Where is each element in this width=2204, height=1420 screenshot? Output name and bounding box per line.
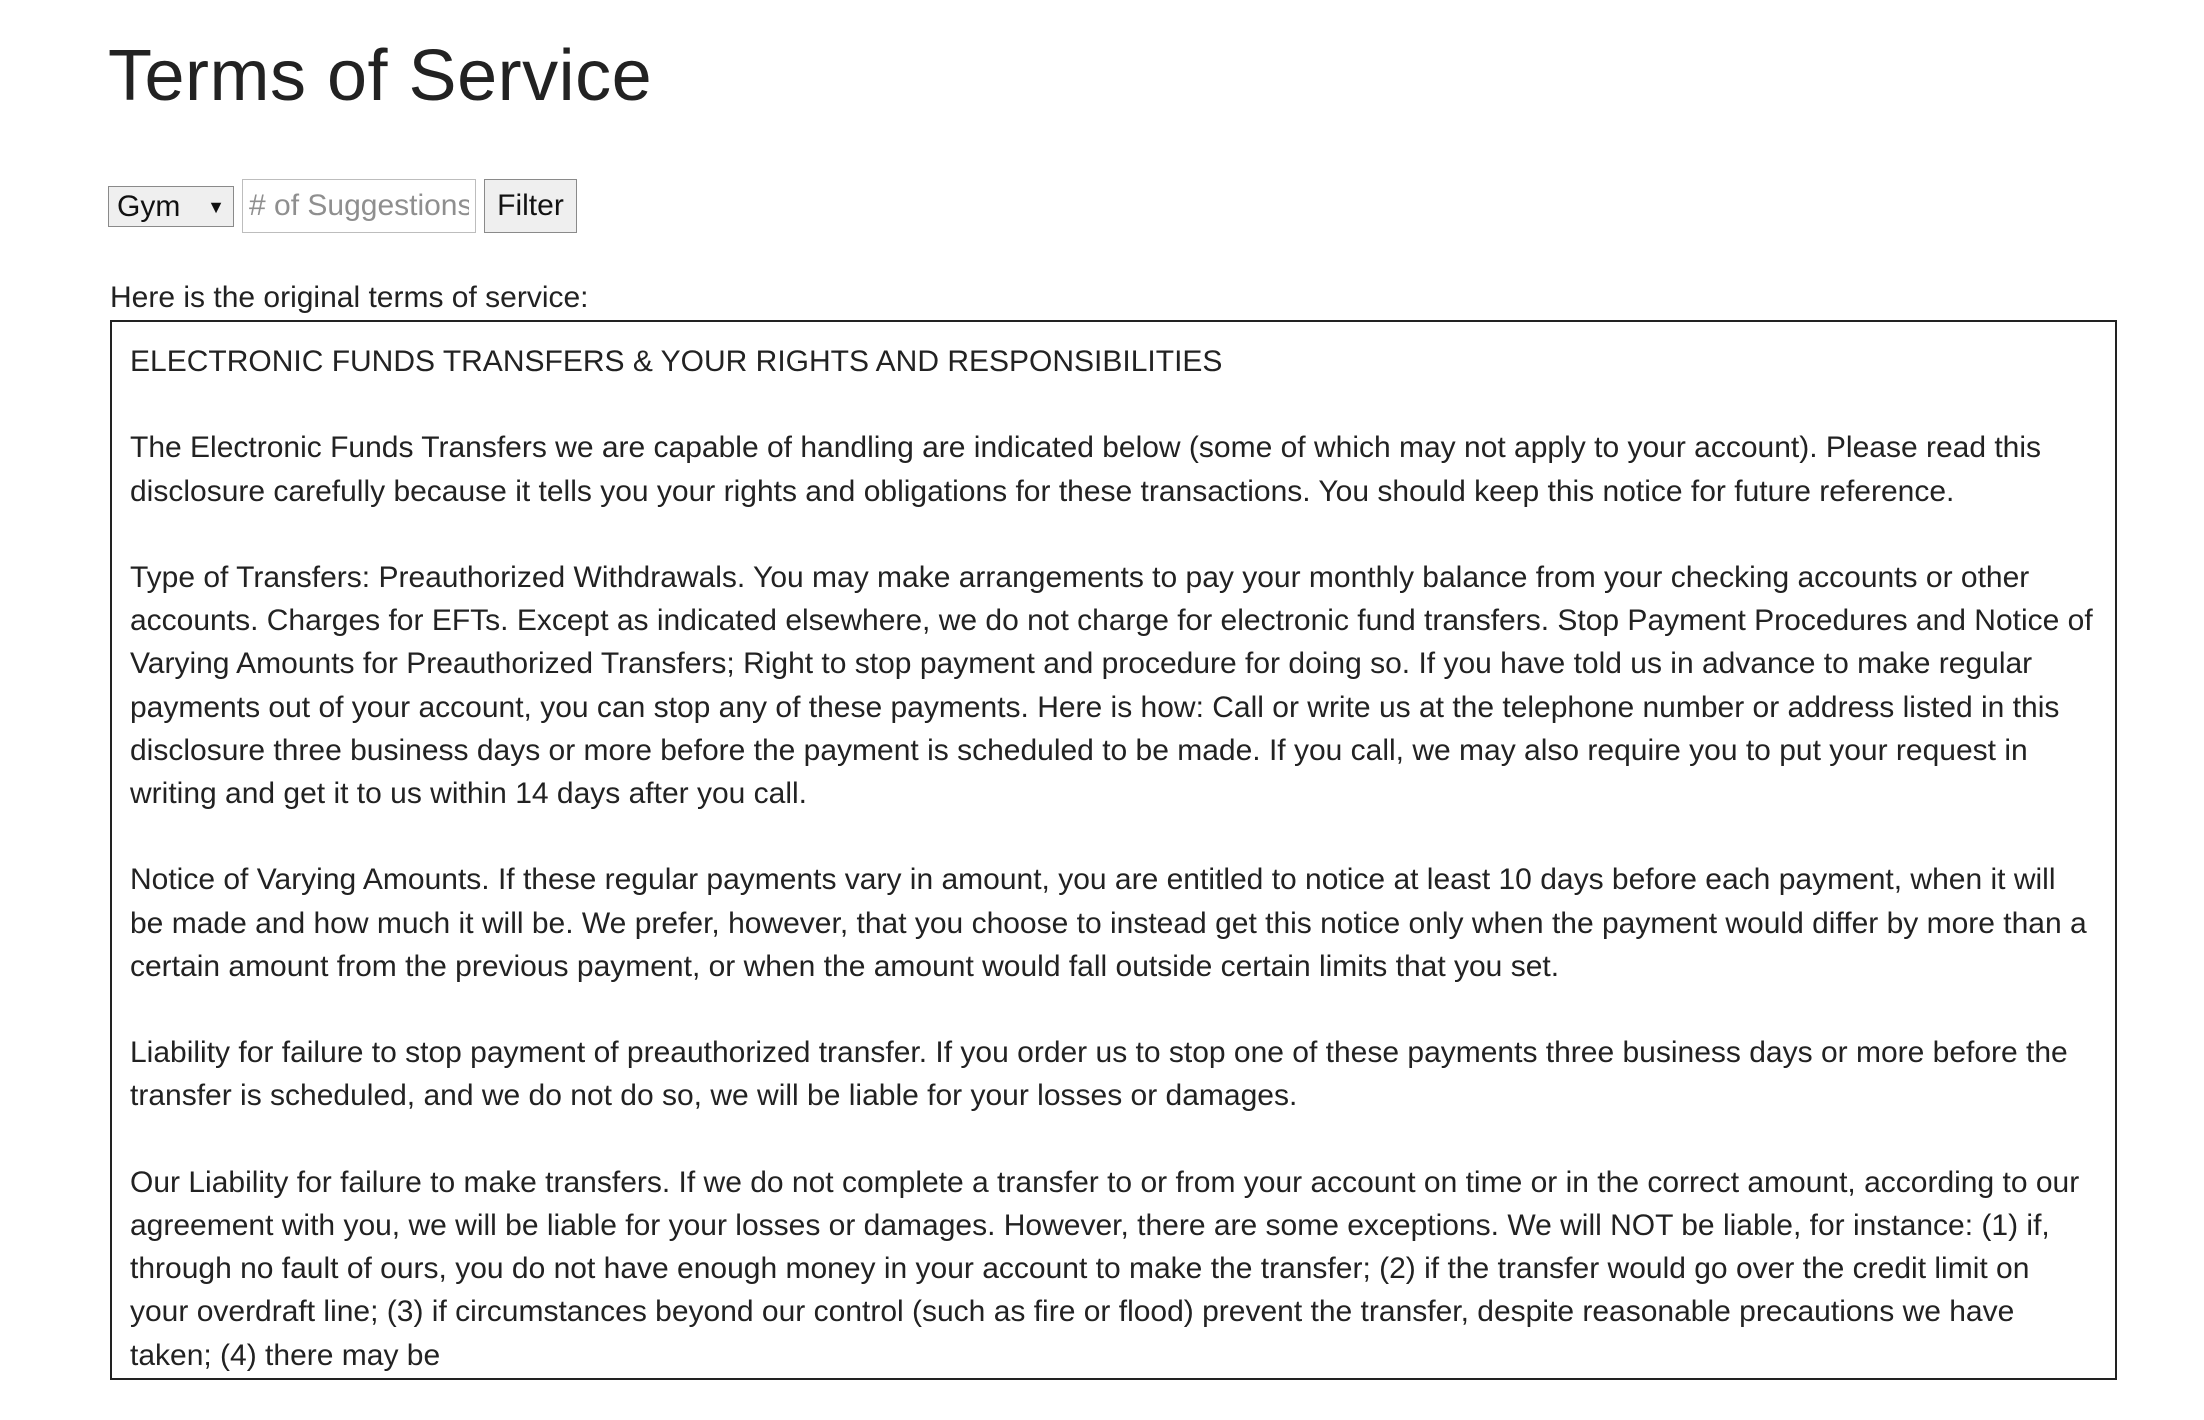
terms-paragraph: Notice of Varying Amounts. If these regular payments vary in amount, you are entitled to notice at least 10 days before each payment, when it will be made and how much it will be. We prefer, however, that you choose to instead get this notice only when the payment would differ by more than a certain amount from the previous payment, or when the amount would fall outside certain limits that you set. <box>130 863 2087 983</box>
terms-paragraph: Our Liability for failure to make transfers. If we do not complete a transfer to or from your account on time or in the correct amount, according to our agreement with you, we will be liable for your losses or damages. However, there are some exceptions. We will NOT be liable, for instance: (1) if, through no fault of ours, you do not have enough money in your account to make the transfer; (2) if the transfer would go over the credit limit on your overdraft line; (3) if circumstances beyond our control (such as fire or flood) prevent the transfer, despite reasonable precautions we have taken; (4) there may be <box>130 1165 2080 1372</box>
suggestions-count-input[interactable] <box>242 179 476 233</box>
terms-heading: ELECTRONIC FUNDS TRANSFERS & YOUR RIGHTS AND RESPONSIBILITIES <box>130 345 1223 378</box>
category-select-value: Gym <box>117 189 181 223</box>
filter-controls <box>108 179 577 233</box>
terms-text-box[interactable] <box>110 320 2117 1380</box>
terms-paragraph: Type of Transfers: Preauthorized Withdrawals. You may make arrangements to pay your monthly balance from your checking accounts or other accounts. Charges for EFTs. Except as indicated elsewhere, we do not charge for electronic fund transfers. Stop Payment Procedures and Notice of Varying Amounts for Preauthorized Transfers; Right to stop payment and procedure for doing so. If you have told us in advance to make regular payments out of your account, you can stop any of these payments. Here is how: Call or write us at the telephone number or address listed in this disclosure three business days or more before the payment is scheduled to be made. If you call, we may also require you to put your request in writing and get it to us within 14 days after you call. <box>130 560 2093 810</box>
terms-content <box>130 340 2096 1420</box>
intro-text: Here is the original terms of service: <box>110 281 589 314</box>
triangle-down-icon: ▼ <box>207 196 225 217</box>
terms-paragraph: Liability for failure to stop payment of preauthorized transfer. If you order us to stop one of these payments three business days or more before the transfer is scheduled, and we do not do so, we will be liable for your losses or damages. <box>130 1036 2068 1113</box>
category-select[interactable] <box>108 186 234 227</box>
page-title: Terms of Service <box>108 36 653 116</box>
terms-paragraph: The Electronic Funds Transfers we are capable of handling are indicated below (some of which may not apply to your account). Please read this disclosure carefully because it tells you your rights and obligations for these transactions. You should keep this notice for future reference. <box>130 431 2042 508</box>
filter-button[interactable]: Filter <box>484 179 577 233</box>
